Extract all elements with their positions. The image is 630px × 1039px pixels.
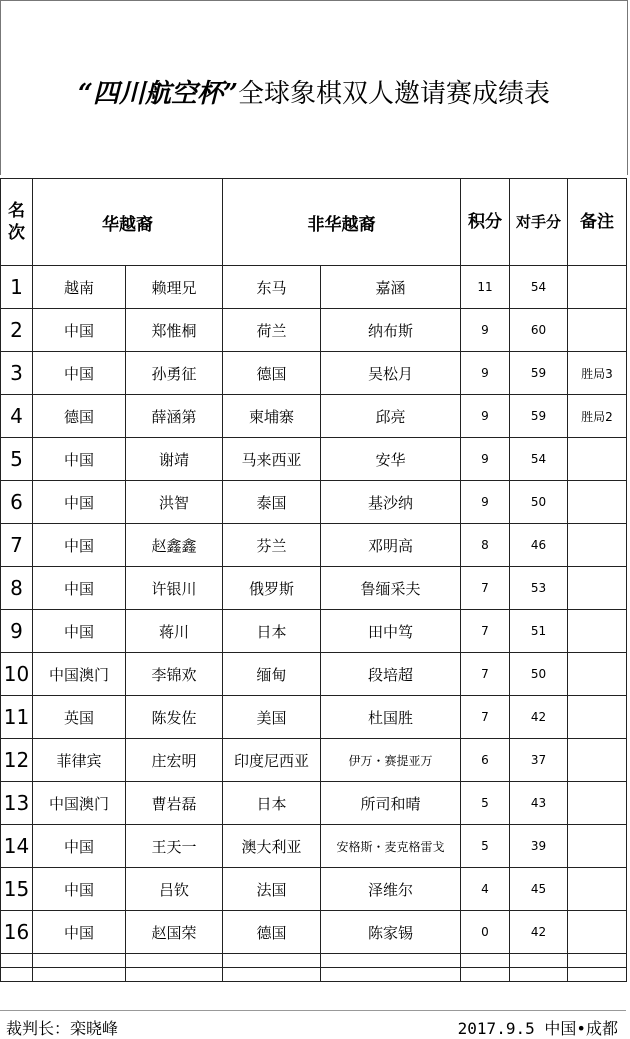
cell-nonhua-country: 日本 bbox=[223, 610, 321, 653]
cell-opponent-score: 46 bbox=[510, 524, 568, 567]
cell-hua-country: 中国 bbox=[33, 524, 126, 567]
cell-hua-country: 德国 bbox=[33, 395, 126, 438]
empty-cell bbox=[461, 968, 510, 982]
cell-score: 9 bbox=[461, 438, 510, 481]
cell-rank: 6 bbox=[1, 481, 33, 524]
cell-hua-player: 郑惟桐 bbox=[126, 309, 223, 352]
cell-opponent-score: 54 bbox=[510, 438, 568, 481]
cell-nonhua-player: 田中笃 bbox=[321, 610, 461, 653]
header-score: 积分 bbox=[461, 179, 510, 266]
cell-hua-player: 李锦欢 bbox=[126, 653, 223, 696]
cell-rank: 8 bbox=[1, 567, 33, 610]
cell-opponent-score: 43 bbox=[510, 782, 568, 825]
cell-note bbox=[568, 567, 627, 610]
cell-hua-player: 赵国荣 bbox=[126, 911, 223, 954]
empty-cell bbox=[126, 954, 223, 968]
header-note: 备注 bbox=[568, 179, 627, 266]
cell-rank: 9 bbox=[1, 610, 33, 653]
empty-cell bbox=[568, 954, 627, 968]
cell-rank: 12 bbox=[1, 739, 33, 782]
cell-note bbox=[568, 610, 627, 653]
cell-hua-country: 中国 bbox=[33, 438, 126, 481]
table-row bbox=[1, 567, 627, 610]
cell-rank: 5 bbox=[1, 438, 33, 481]
table-row bbox=[1, 524, 627, 567]
cell-score: 5 bbox=[461, 825, 510, 868]
cell-score: 7 bbox=[461, 696, 510, 739]
cell-note: 胜局2 bbox=[568, 395, 627, 438]
cell-hua-player: 孙勇征 bbox=[126, 352, 223, 395]
cell-score: 7 bbox=[461, 610, 510, 653]
title-cup-name: 四川航空杯 bbox=[92, 79, 223, 109]
cell-nonhua-player: 安格斯・麦克格雷戈 bbox=[321, 825, 461, 868]
cell-score: 11 bbox=[461, 266, 510, 309]
cell-note bbox=[568, 868, 627, 911]
page-title bbox=[1, 73, 627, 110]
table-row bbox=[1, 481, 627, 524]
cell-opponent-score: 50 bbox=[510, 653, 568, 696]
cell-nonhua-country: 澳大利亚 bbox=[223, 825, 321, 868]
cell-score: 5 bbox=[461, 782, 510, 825]
cell-opponent-score: 50 bbox=[510, 481, 568, 524]
cell-hua-country: 中国 bbox=[33, 481, 126, 524]
cell-nonhua-player: 邱亮 bbox=[321, 395, 461, 438]
cell-score: 8 bbox=[461, 524, 510, 567]
cell-opponent-score: 45 bbox=[510, 868, 568, 911]
cell-hua-country: 中国 bbox=[33, 567, 126, 610]
header-row bbox=[1, 179, 627, 266]
header-opponent-score: 对手分 bbox=[510, 179, 568, 266]
cell-hua-player: 谢靖 bbox=[126, 438, 223, 481]
table-row bbox=[1, 395, 627, 438]
cell-hua-country: 中国澳门 bbox=[33, 782, 126, 825]
empty-cell bbox=[126, 968, 223, 982]
cell-opponent-score: 59 bbox=[510, 395, 568, 438]
table-row bbox=[1, 309, 627, 352]
cell-note bbox=[568, 653, 627, 696]
cell-opponent-score: 37 bbox=[510, 739, 568, 782]
cell-nonhua-country: 缅甸 bbox=[223, 653, 321, 696]
cell-nonhua-country: 东马 bbox=[223, 266, 321, 309]
cell-rank: 10 bbox=[1, 653, 33, 696]
cell-nonhua-player: 所司和晴 bbox=[321, 782, 461, 825]
cell-note bbox=[568, 825, 627, 868]
cell-hua-country: 中国澳门 bbox=[33, 653, 126, 696]
cell-score: 9 bbox=[461, 352, 510, 395]
cell-nonhua-country: 芬兰 bbox=[223, 524, 321, 567]
cell-nonhua-country: 德国 bbox=[223, 352, 321, 395]
header-rank: 名次 bbox=[1, 179, 33, 266]
cell-rank: 2 bbox=[1, 309, 33, 352]
cell-hua-player: 赖理兄 bbox=[126, 266, 223, 309]
cell-nonhua-country: 印度尼西亚 bbox=[223, 739, 321, 782]
cell-rank: 4 bbox=[1, 395, 33, 438]
cell-rank: 7 bbox=[1, 524, 33, 567]
cell-rank: 3 bbox=[1, 352, 33, 395]
cell-score: 6 bbox=[461, 739, 510, 782]
empty-cell bbox=[1, 954, 33, 968]
cell-note bbox=[568, 696, 627, 739]
empty-cell bbox=[510, 968, 568, 982]
cell-hua-player: 蒋川 bbox=[126, 610, 223, 653]
table-row bbox=[1, 739, 627, 782]
title-main: 全球象棋双人邀请赛成绩表 bbox=[237, 79, 550, 109]
title-open-quote: “ bbox=[78, 79, 93, 109]
cell-hua-country: 菲律宾 bbox=[33, 739, 126, 782]
cell-note bbox=[568, 266, 627, 309]
cell-hua-player: 吕钦 bbox=[126, 868, 223, 911]
cell-nonhua-player: 鲁缅采夫 bbox=[321, 567, 461, 610]
cell-nonhua-country: 柬埔寨 bbox=[223, 395, 321, 438]
table-row bbox=[1, 266, 627, 309]
date-location: 2017.9.5 中国•成都 bbox=[457, 1019, 618, 1038]
cell-hua-country: 中国 bbox=[33, 911, 126, 954]
table-row bbox=[1, 438, 627, 481]
cell-nonhua-player: 邓明高 bbox=[321, 524, 461, 567]
results-table bbox=[0, 178, 627, 982]
cell-nonhua-player: 伊万・赛提亚万 bbox=[321, 739, 461, 782]
table-row bbox=[1, 868, 627, 911]
empty-row bbox=[1, 968, 627, 982]
cell-nonhua-country: 日本 bbox=[223, 782, 321, 825]
cell-opponent-score: 53 bbox=[510, 567, 568, 610]
cell-opponent-score: 42 bbox=[510, 696, 568, 739]
cell-note bbox=[568, 524, 627, 567]
cell-note bbox=[568, 309, 627, 352]
cell-hua-player: 许银川 bbox=[126, 567, 223, 610]
empty-row bbox=[1, 954, 627, 968]
empty-cell bbox=[223, 968, 321, 982]
header-hua: 华越裔 bbox=[33, 179, 223, 266]
cell-hua-country: 中国 bbox=[33, 825, 126, 868]
cell-rank: 1 bbox=[1, 266, 33, 309]
cell-hua-player: 曹岩磊 bbox=[126, 782, 223, 825]
empty-cell bbox=[33, 968, 126, 982]
cell-hua-country: 英国 bbox=[33, 696, 126, 739]
table-row bbox=[1, 782, 627, 825]
cell-opponent-score: 39 bbox=[510, 825, 568, 868]
cell-opponent-score: 42 bbox=[510, 911, 568, 954]
cell-hua-country: 中国 bbox=[33, 868, 126, 911]
cell-note bbox=[568, 438, 627, 481]
cell-score: 9 bbox=[461, 395, 510, 438]
cell-nonhua-country: 德国 bbox=[223, 911, 321, 954]
cell-hua-country: 中国 bbox=[33, 309, 126, 352]
table-row bbox=[1, 825, 627, 868]
cell-nonhua-player: 嘉涵 bbox=[321, 266, 461, 309]
title-area bbox=[0, 0, 628, 175]
table-row bbox=[1, 653, 627, 696]
cell-opponent-score: 51 bbox=[510, 610, 568, 653]
cell-opponent-score: 54 bbox=[510, 266, 568, 309]
cell-note bbox=[568, 911, 627, 954]
table-row bbox=[1, 911, 627, 954]
cell-score: 9 bbox=[461, 309, 510, 352]
cell-nonhua-country: 泰国 bbox=[223, 481, 321, 524]
cell-hua-country: 中国 bbox=[33, 352, 126, 395]
cell-nonhua-player: 吴松月 bbox=[321, 352, 461, 395]
cell-rank: 15 bbox=[1, 868, 33, 911]
cell-score: 0 bbox=[461, 911, 510, 954]
cell-hua-player: 赵鑫鑫 bbox=[126, 524, 223, 567]
empty-cell bbox=[321, 954, 461, 968]
cell-nonhua-player: 杜国胜 bbox=[321, 696, 461, 739]
empty-cell bbox=[568, 968, 627, 982]
empty-cell bbox=[33, 954, 126, 968]
cell-nonhua-player: 基沙纳 bbox=[321, 481, 461, 524]
cell-hua-player: 洪智 bbox=[126, 481, 223, 524]
cell-nonhua-player: 泽维尔 bbox=[321, 868, 461, 911]
cell-note bbox=[568, 481, 627, 524]
table-row bbox=[1, 696, 627, 739]
cell-opponent-score: 60 bbox=[510, 309, 568, 352]
chief-referee: 裁判长：栾晓峰 bbox=[6, 1019, 119, 1038]
empty-cell bbox=[223, 954, 321, 968]
cell-score: 7 bbox=[461, 567, 510, 610]
cell-rank: 11 bbox=[1, 696, 33, 739]
cell-nonhua-country: 美国 bbox=[223, 696, 321, 739]
title-close-quote: ” bbox=[223, 79, 238, 109]
empty-cell bbox=[321, 968, 461, 982]
empty-cell bbox=[461, 954, 510, 968]
cell-nonhua-player: 陈家锡 bbox=[321, 911, 461, 954]
cell-note bbox=[568, 782, 627, 825]
footer bbox=[0, 1010, 626, 1037]
cell-hua-player: 王天一 bbox=[126, 825, 223, 868]
cell-score: 4 bbox=[461, 868, 510, 911]
cell-nonhua-player: 安华 bbox=[321, 438, 461, 481]
cell-rank: 16 bbox=[1, 911, 33, 954]
cell-nonhua-country: 马来西亚 bbox=[223, 438, 321, 481]
cell-hua-country: 越南 bbox=[33, 266, 126, 309]
empty-cell bbox=[510, 954, 568, 968]
cell-note bbox=[568, 739, 627, 782]
cell-opponent-score: 59 bbox=[510, 352, 568, 395]
cell-score: 7 bbox=[461, 653, 510, 696]
cell-hua-player: 庄宏明 bbox=[126, 739, 223, 782]
cell-rank: 13 bbox=[1, 782, 33, 825]
cell-nonhua-player: 段培超 bbox=[321, 653, 461, 696]
cell-nonhua-country: 法国 bbox=[223, 868, 321, 911]
cell-hua-player: 薛涵第 bbox=[126, 395, 223, 438]
empty-cell bbox=[1, 968, 33, 982]
cell-nonhua-country: 荷兰 bbox=[223, 309, 321, 352]
cell-note: 胜局3 bbox=[568, 352, 627, 395]
cell-hua-country: 中国 bbox=[33, 610, 126, 653]
cell-nonhua-country: 俄罗斯 bbox=[223, 567, 321, 610]
cell-rank: 14 bbox=[1, 825, 33, 868]
cell-hua-player: 陈发佐 bbox=[126, 696, 223, 739]
cell-score: 9 bbox=[461, 481, 510, 524]
table-row bbox=[1, 352, 627, 395]
table-row bbox=[1, 610, 627, 653]
cell-nonhua-player: 纳布斯 bbox=[321, 309, 461, 352]
header-nonhua: 非华越裔 bbox=[223, 179, 461, 266]
